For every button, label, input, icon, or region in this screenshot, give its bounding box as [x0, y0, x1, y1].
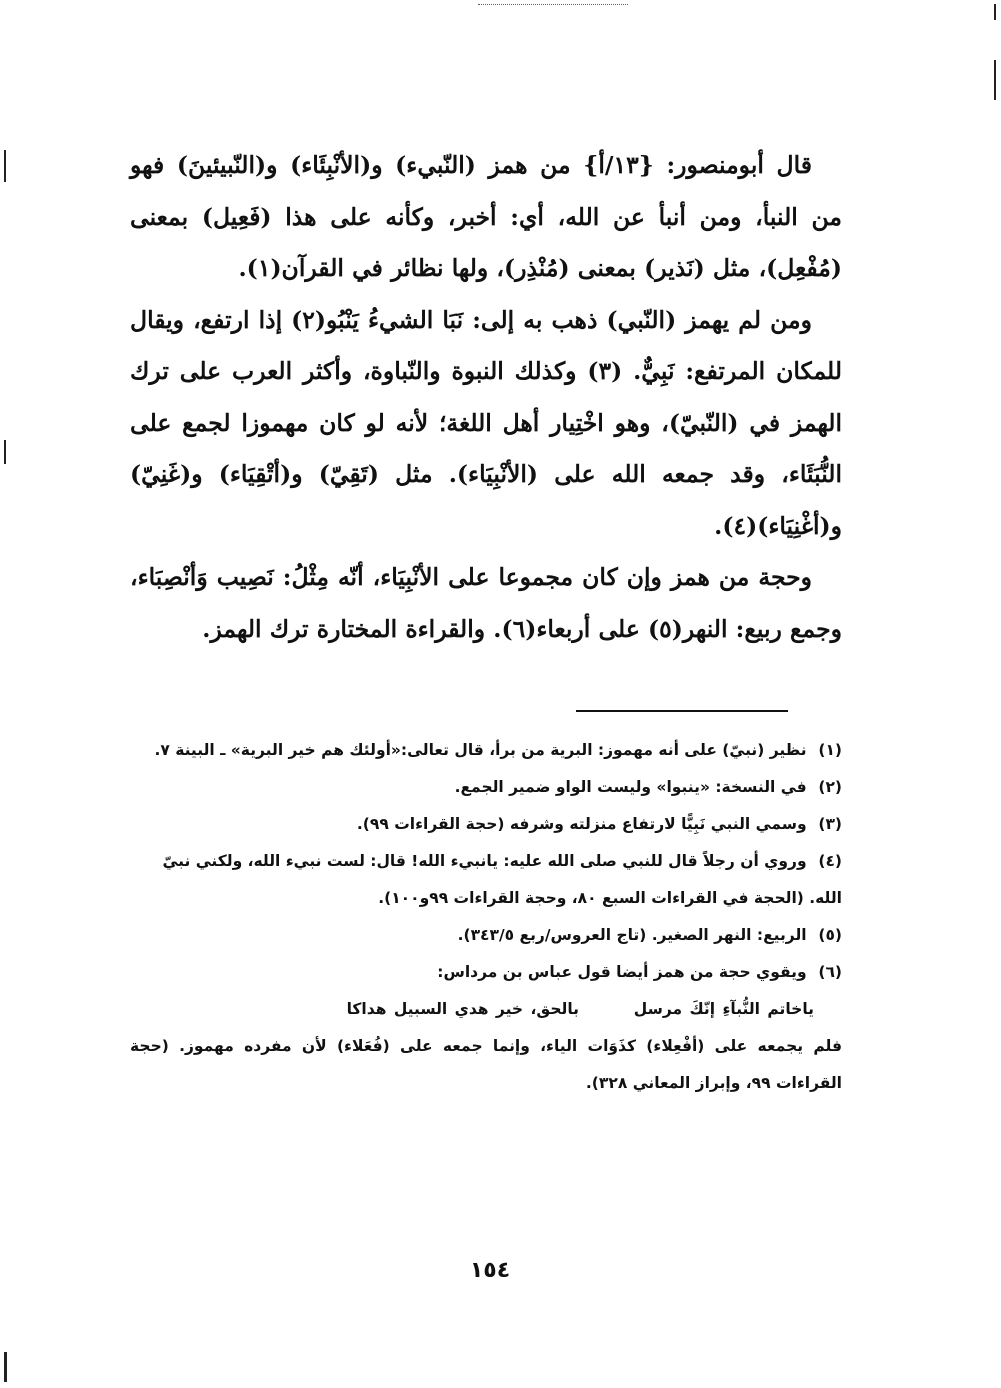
- footnote-number: (٦): [818, 963, 842, 981]
- verse-second-hemistich: بالحق، خير هدي السبيل هداكا: [346, 1000, 579, 1018]
- footnote-number: (٣): [818, 815, 842, 833]
- footnote-2: [130, 769, 842, 806]
- footnote-text: في النسخة: «ينبوا» وليست الواو ضمير الجمع.: [454, 778, 807, 796]
- right-edge-mark: [994, 4, 996, 20]
- footnote-separator: [576, 710, 788, 712]
- poem-verse: [130, 991, 842, 1028]
- footnote-number: (١): [818, 741, 842, 759]
- footnote-6: [130, 954, 842, 991]
- footnote-number: (٥): [818, 926, 842, 944]
- footnote-1: [130, 732, 842, 769]
- right-edge-mark: [994, 60, 996, 100]
- footnote-number: (٢): [818, 778, 842, 796]
- footnote-6-continuation: فلم يجمعه على (أفْعِلاء) كذَوَات الياء، وإنما جمعه على (فُعَلاء) لأن مفرده مهموز. (حجة القراءات ٩٩، وإبراز المعاني ٣٢٨).: [130, 1037, 842, 1092]
- footnote-text: نظير (نبيّ) على أنه مهموز: البرية من برأ، قال تعالى:«أولئك هم خير البرية» ـ البينة ٧.: [154, 741, 807, 759]
- main-text: [130, 140, 842, 655]
- paragraph: وحجة من همز وإن كان مجموعا على الأنْبِيَاء، أنّه مِثْلُ: نَصِيب وَأنْصِبَاء، وجمع ربيع: النهر(٥) على أربعاء(٦). والقراءة المختارة ترك الهمز.: [130, 563, 842, 643]
- footnote-number: (٤): [818, 852, 842, 870]
- footnote-4: [130, 843, 842, 880]
- footnote-text: الربيع: النهر الصغير. (تاج العروس/ربع ٣٤٣/٥).: [457, 926, 807, 944]
- footnote-text: وسمي النبي نَبِيًّا لارتفاع منزلته وشرفه (حجة القراءات ٩٩).: [356, 815, 807, 833]
- footnote-4-continuation: الله. (الحجة في القراءات السبع ٨٠، وحجة القراءات ٩٩و١٠٠).: [378, 889, 842, 907]
- footnote-5: [130, 917, 842, 954]
- left-edge-mark: [4, 1352, 7, 1382]
- footnotes: [130, 732, 842, 1102]
- left-edge-mark: [4, 150, 6, 182]
- verse-first-hemistich: ياخاتم النُّبآءِ إنّكَ مرسل: [633, 1000, 814, 1018]
- paragraph: ومن لم يهمز (النّبي) ذهب به إلى: نَبَا الشيءُ يَنْبُو(٢) إذا ارتفع، ويقال للمكان المرتفع: نَبِيٌّ. (٣) وكذلك النبوة والنّباوة، وأكثر العرب على ترك الهمز في (النّبيّ)، وهو اخْتِيار أهل اللغة؛ لأنه لو كان مهموزا لجمع على النُّبَئَاء، وقد جمعه الله على (الأنْبِيَاء). مثل (تَقِيّ) و(أتْقِيَاء) و(غَنِيّ) و(أغْنِيَاء)(٤).: [130, 305, 842, 540]
- page-number: ١٥٤: [469, 1258, 511, 1283]
- footnote-3: [130, 806, 842, 843]
- top-border-dots: [478, 4, 628, 5]
- footnote-text: وروي أن رجلاً قال للنبي صلى الله عليه: يانبيء الله! قال: لست نبيء الله، ولكني نبيّ: [162, 852, 807, 870]
- footnote-text: ويقوي حجة من همز أيضا قول عباس بن مرداس:: [437, 963, 807, 981]
- left-edge-mark: [4, 440, 6, 464]
- paragraph: قال أبومنصور: {١٣/أ} من همز (النّبيء) و(الأنْبِئَاء) و(النّبيئينَ) فهو من النبأ، ومن أنبأ عن الله، أي: أخبر، وكأنه على هذا (فَعِيل) بمعنى (مُفْعِل)، مثل (نَذير) بمعنى (مُنْذِر)، ولها نظائر في القرآن(١).: [130, 151, 842, 282]
